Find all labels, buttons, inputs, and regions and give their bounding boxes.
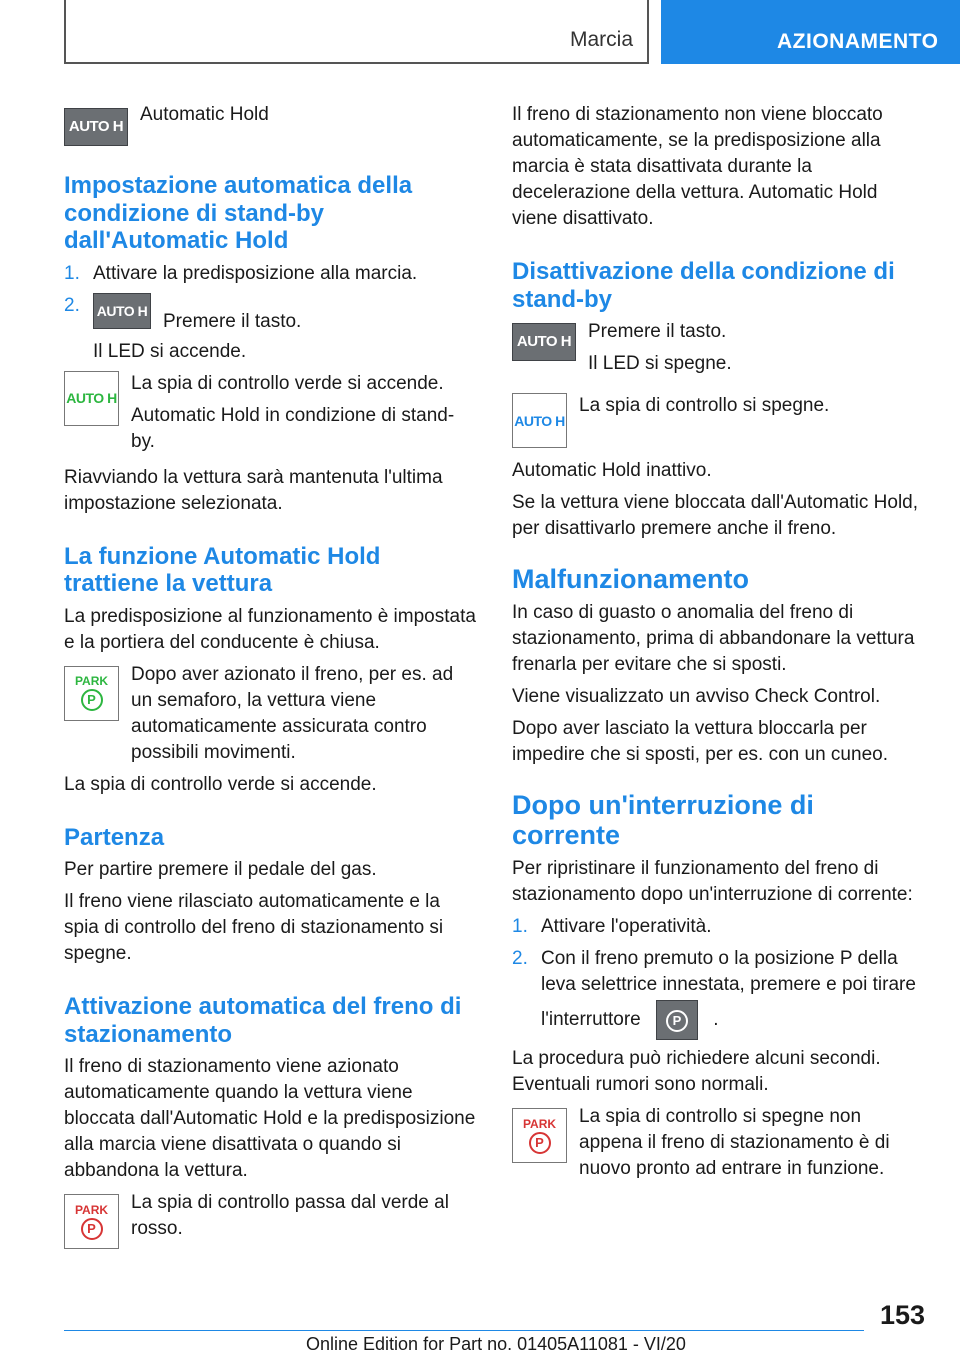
step-number: 1. bbox=[64, 262, 80, 284]
holds-p2: Dopo aver azionato il freno, per es. ad un semaforo, la vettura viene automaticamente assicurata contro possibili movimenti. bbox=[131, 663, 454, 763]
press-text: Premere il tasto. bbox=[588, 321, 727, 342]
step-text-switch: l'interruttore bbox=[541, 1009, 641, 1031]
green-lamp-row bbox=[64, 371, 478, 461]
edition-text: Online Edition for Part no. 01405A11081 - VI/20 bbox=[306, 1334, 686, 1354]
park-p2: La spia di controllo passa dal verde al rosso. bbox=[131, 1192, 449, 1239]
start-p2: Il freno viene rilasciato automaticamente e la spia di controllo del freno di stazionamento si spegne. bbox=[64, 891, 444, 964]
step-text-end: . bbox=[713, 1009, 719, 1031]
heading-standby: Impostazione automatica della condizione di stand-by dall'Automatic Hold bbox=[64, 172, 413, 254]
auto-h-button-icon: AUTO H bbox=[93, 293, 151, 329]
header-bar bbox=[64, 0, 649, 64]
step-text: Premere il tasto. bbox=[163, 310, 302, 332]
malf-p1: In caso di guasto o anomalia del freno di stazionamento, prima di abbandonare la vettura frenarla per evitare che si sposti. bbox=[512, 602, 915, 675]
page-number: 153 bbox=[880, 1300, 926, 1330]
auto-h-indicator-icon: AUTO H bbox=[512, 393, 567, 448]
park-green-indicator-icon: PARK P bbox=[64, 666, 119, 721]
heading-deactivation: Disattivazione della condizione di stand-by bbox=[512, 258, 895, 313]
left-column bbox=[64, 102, 478, 1253]
blocked-text: Se la vettura viene bloccata dall'Automatic Hold, per disattivarlo premere anche il freno. bbox=[512, 492, 919, 539]
heading-power: Dopo un'interruzione di corrente bbox=[512, 790, 814, 850]
power-p3: La spia di controllo si spegne non appena il freno di stazionamento è di nuovo pronto ad entrare in funzione. bbox=[579, 1106, 890, 1179]
step-text: Attivare la predisposizione alla marcia. bbox=[93, 262, 418, 284]
malf-p2: Viene visualizzato un avviso Check Control. bbox=[512, 686, 881, 707]
led-off-text: Il LED si spegne. bbox=[588, 353, 732, 374]
step-number: 2. bbox=[512, 948, 528, 969]
heading-start: Partenza bbox=[64, 823, 165, 851]
power-p2: La procedura può richiedere alcuni secondi. Eventuali rumori sono normali. bbox=[512, 1048, 881, 1095]
park-red-indicator-icon: PARK P bbox=[64, 1194, 119, 1249]
hold-standby-text: Automatic Hold in condizione di stand-by. bbox=[131, 404, 455, 452]
step-text: Con il freno premuto o la posizione P della leva selettrice innestata, premere e poi tirare bbox=[541, 948, 916, 995]
start-p1: Per partire premere il pedale del gas. bbox=[64, 859, 377, 880]
park-red-row-right bbox=[512, 1104, 926, 1188]
heading-malfunction: Malfunzionamento bbox=[512, 564, 749, 594]
step-text: Attivare l'operatività. bbox=[541, 916, 712, 937]
malf-p3: Dopo aver lasciato la vettura bloccarla per impedire che si sposti, per es. con un cuneo. bbox=[512, 718, 888, 765]
right-p1: Il freno di stazionamento non viene bloccato automaticamente, se la predisposizione alla marcia è stata disattivata durante la decelerazione della vettura. Automatic Hold viene disattivato. bbox=[512, 104, 883, 229]
auto-h-button-icon: AUTO H bbox=[512, 323, 576, 361]
heading-holds: La funzione Automatic Hold trattiene la vettura bbox=[64, 542, 381, 597]
lamp-off-row bbox=[512, 393, 926, 448]
park-green-row bbox=[64, 662, 478, 772]
heading-park: Attivazione automatica del freno di stazionamento bbox=[64, 993, 462, 1048]
park-red-row bbox=[64, 1190, 478, 1249]
led-on-text: Il LED si accende. bbox=[93, 340, 247, 362]
inactive-text: Automatic Hold inattivo. bbox=[512, 460, 712, 481]
chapter-tab[interactable]: AZIONAMENTO bbox=[661, 0, 960, 64]
lamp-off-text: La spia di controllo si spegne. bbox=[579, 395, 830, 416]
auto-h-indicator-icon: AUTO H bbox=[64, 371, 119, 426]
step-2 bbox=[64, 293, 478, 365]
power-step-1 bbox=[512, 914, 926, 940]
park-red-indicator-icon: PARK P bbox=[512, 1108, 567, 1163]
footer-divider bbox=[64, 1330, 864, 1331]
power-step-2 bbox=[512, 946, 926, 1040]
holds-p1: La predisposizione al funzionamento è impostata e la portiera del conducente è chiusa. bbox=[64, 605, 476, 653]
intro-row bbox=[64, 102, 478, 146]
auto-h-button-icon: AUTO H bbox=[64, 108, 128, 146]
park-p1: Il freno di stazionamento viene azionato automaticamente quando la vettura viene bloccata dall'Automatic Hold e la predisposizione alla marcia viene disattivata o quando si abbandona la vettura. bbox=[64, 1056, 476, 1181]
restart-text: Riavviando la vettura sarà mantenuta l'ultima impostazione selezionata. bbox=[64, 466, 443, 514]
right-column bbox=[512, 102, 926, 1192]
parking-brake-switch-icon: P bbox=[656, 1000, 698, 1040]
power-p1: Per ripristinare il funzionamento del freno di stazionamento dopo un'interruzione di corrente: bbox=[512, 858, 913, 905]
step-number: 1. bbox=[512, 916, 528, 937]
step-number: 2. bbox=[64, 294, 80, 316]
intro-text: Automatic Hold bbox=[140, 104, 269, 125]
deactivate-button-row bbox=[512, 319, 926, 383]
holds-p3: La spia di controllo verde si accende. bbox=[64, 773, 377, 795]
lamp-green-text: La spia di controllo verde si accende. bbox=[131, 372, 444, 394]
step-1 bbox=[64, 261, 478, 287]
section-title: Marcia bbox=[569, 28, 633, 51]
